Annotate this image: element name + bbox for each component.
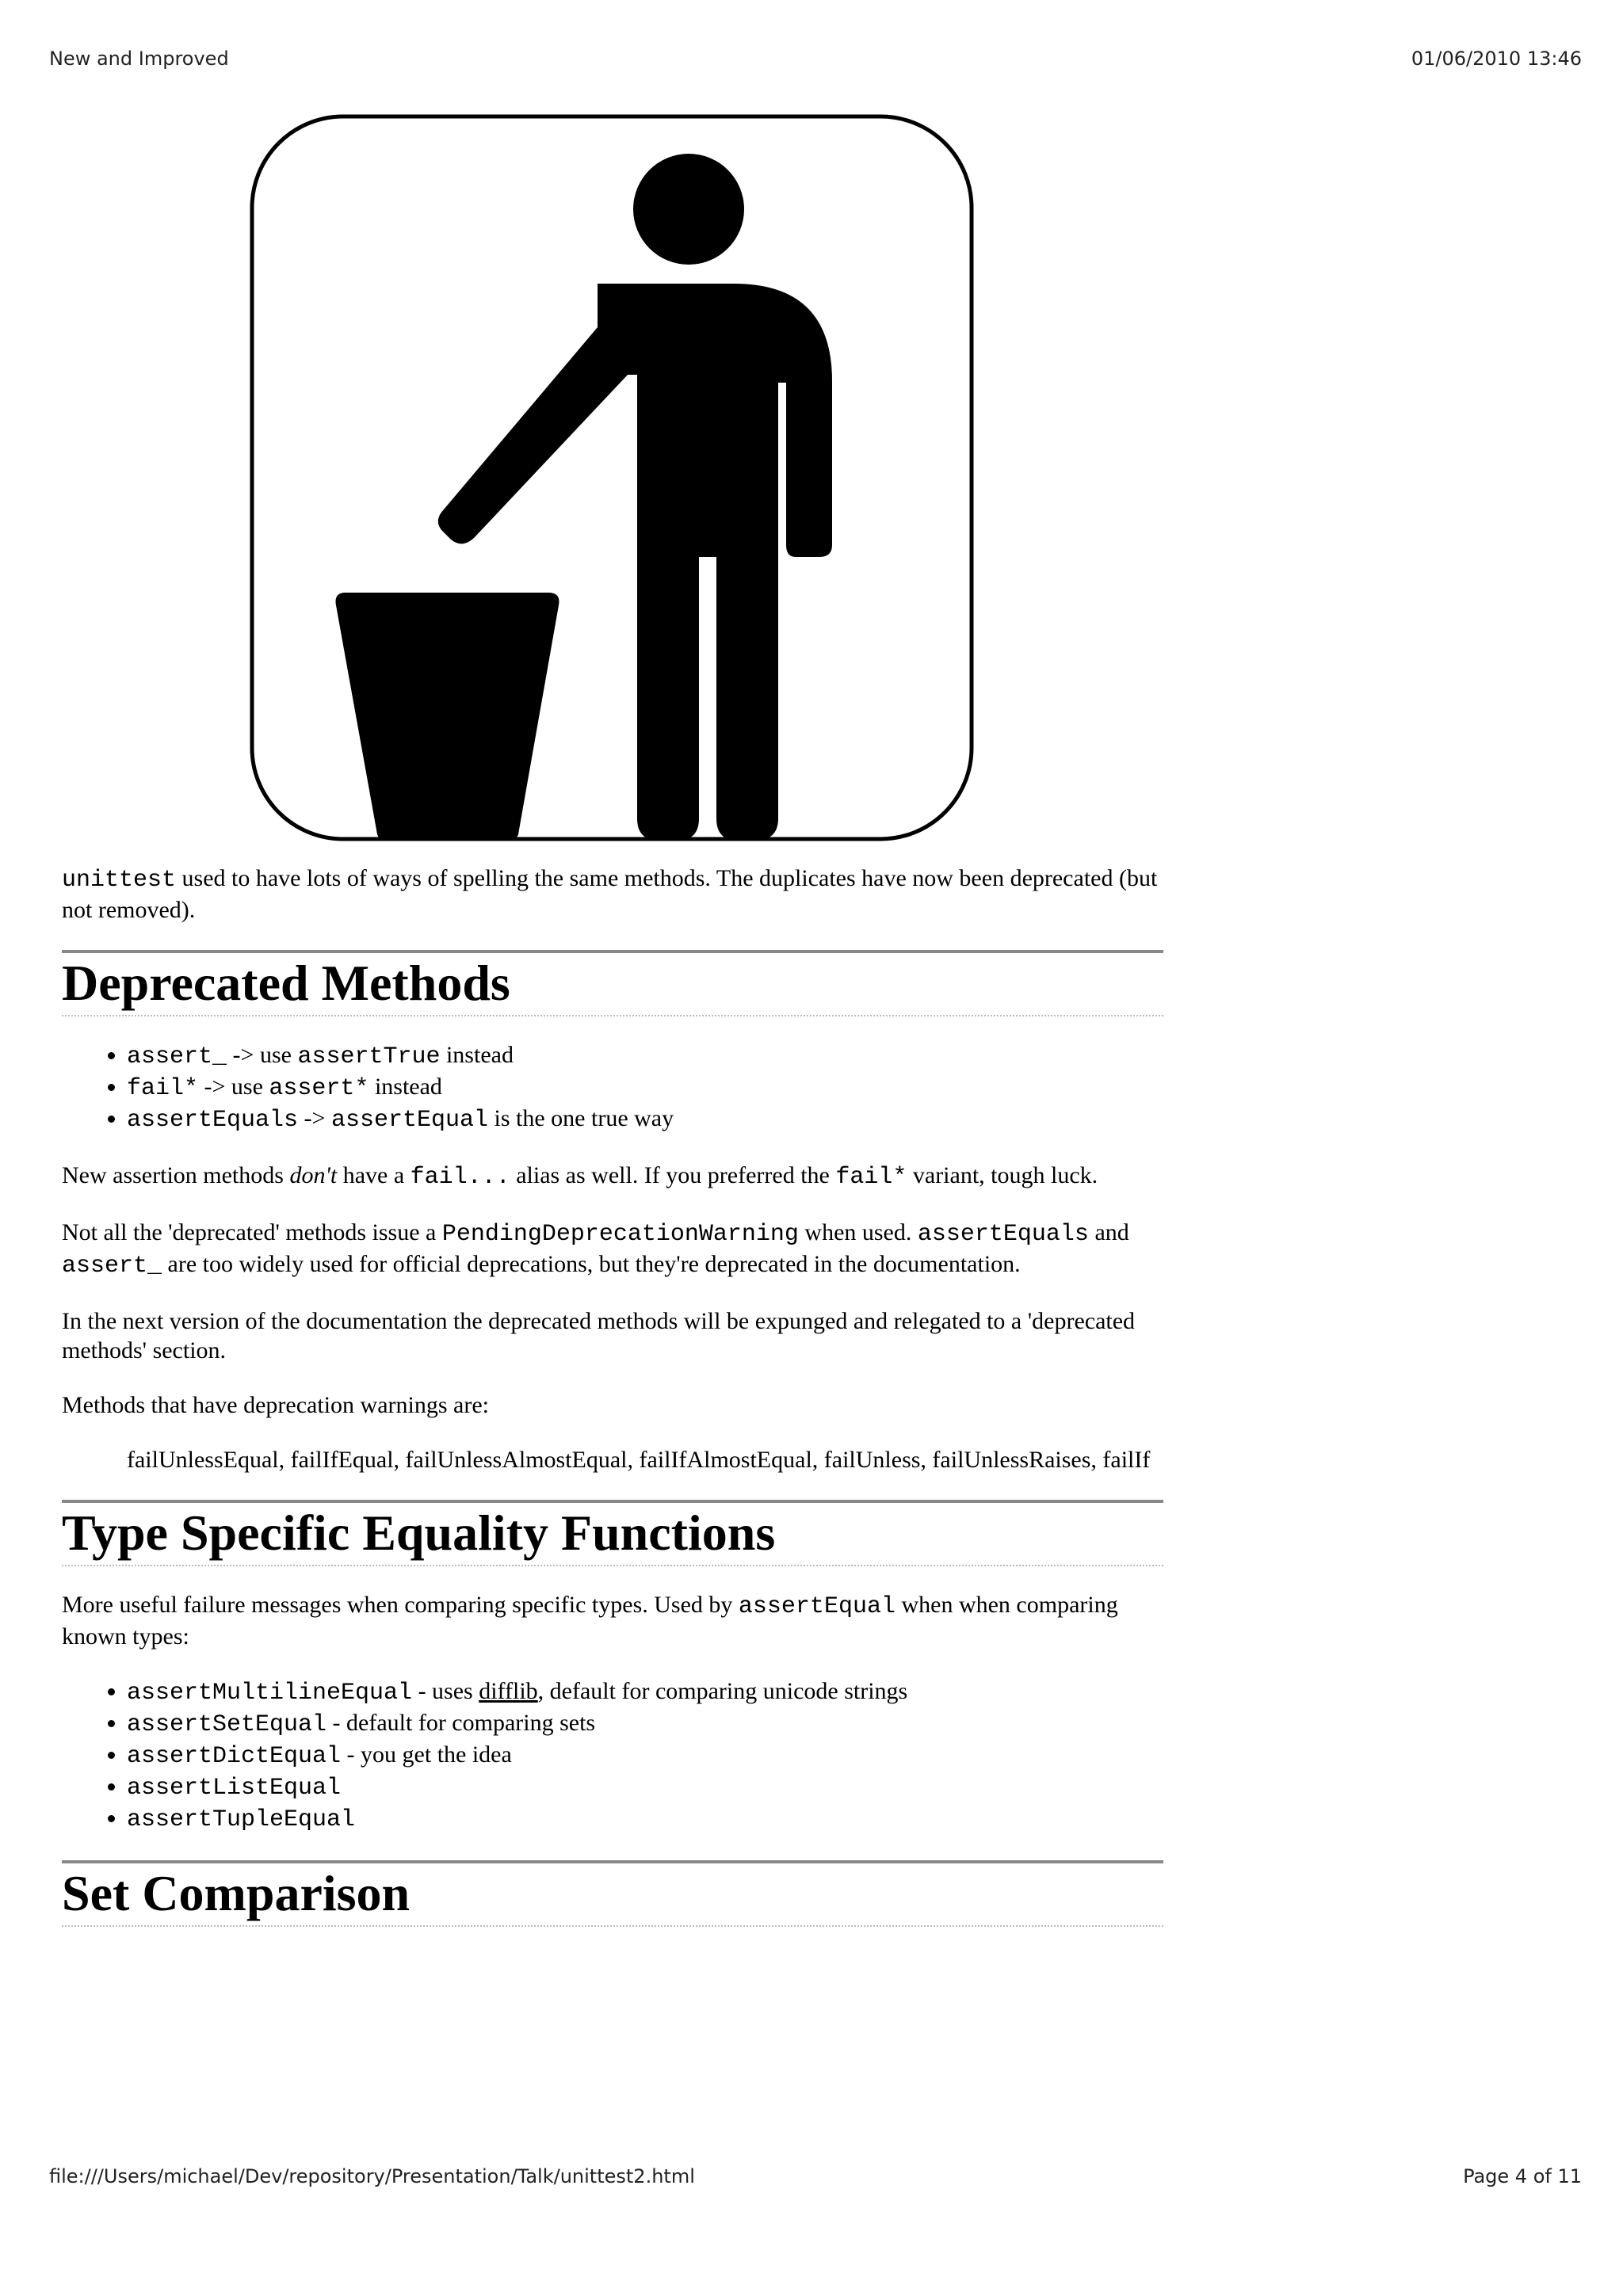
print-header-datetime: 01/06/2010 13:46	[1411, 48, 1582, 70]
list-item: • assertEquals -> assertEqual is the one true way	[127, 1104, 1163, 1135]
list-item: • assertDictEqual - you get the idea	[127, 1740, 1163, 1772]
type-specific-list	[62, 1676, 1163, 1835]
heading-set-comparison: Set Comparison	[62, 1860, 1163, 1927]
paragraph-type-specific: More useful failure messages when comparing specific types. Used by assertEqual when when comparing known types:	[62, 1592, 1118, 1650]
trash-disposal-icon	[249, 113, 975, 842]
list-item: • assertTupleEqual	[127, 1803, 1163, 1835]
intro-paragraph: unittest used to have lots of ways of spelling the same methods. The duplicates have now been deprecated (but not removed).	[62, 865, 1158, 923]
paragraph-no-fail-alias: New assertion methods don't have a fail... alias as well. If you preferred the fail* variant, tough luck.	[62, 1162, 1098, 1191]
list-item: • assertListEqual	[127, 1772, 1163, 1803]
difflib-link[interactable]: difflib	[479, 1678, 538, 1704]
list-item: • assert_ -> use assertTrue instead	[127, 1040, 1163, 1072]
inline-code: unittest	[62, 867, 177, 894]
list-item: • assertMultilineEqual - uses difflib, default for comparing unicode strings	[127, 1676, 1163, 1708]
print-footer-page: Page 4 of 11	[1463, 2165, 1582, 2187]
paragraph-next-version: In the next version of the documentation the deprecated methods will be expunged and relegated to a 'deprecated methods' section.	[62, 1308, 1136, 1363]
deprecated-list	[62, 1040, 1163, 1135]
print-header-title: New and Improved	[49, 48, 229, 70]
heading-type-specific: Type Specific Equality Functions	[62, 1500, 1163, 1566]
list-item: • assertSetEqual - default for comparing sets	[127, 1708, 1163, 1740]
paragraph-deprecation-warnings: Methods that have deprecation warnings are:	[62, 1392, 489, 1418]
print-footer-path: file:///Users/michael/Dev/repository/Presentation/Talk/unittest2.html	[49, 2165, 695, 2187]
paragraph-pending-deprecation: Not all the 'deprecated' methods issue a PendingDeprecationWarning when used. assertEquals and assert_ are too widely used for official deprecations, but they're deprecated in the documentation.	[62, 1219, 1129, 1280]
heading-deprecated-methods: Deprecated Methods	[62, 950, 1163, 1016]
list-item: • fail* -> use assert* instead	[127, 1072, 1163, 1104]
deprecated-methods-quote: failUnlessEqual, failIfEqual, failUnlessAlmostEqual, failIfAlmostEqual, failUnless, failUnlessRaises, failIf	[127, 1447, 1151, 1473]
main-content	[62, 864, 1163, 1951]
